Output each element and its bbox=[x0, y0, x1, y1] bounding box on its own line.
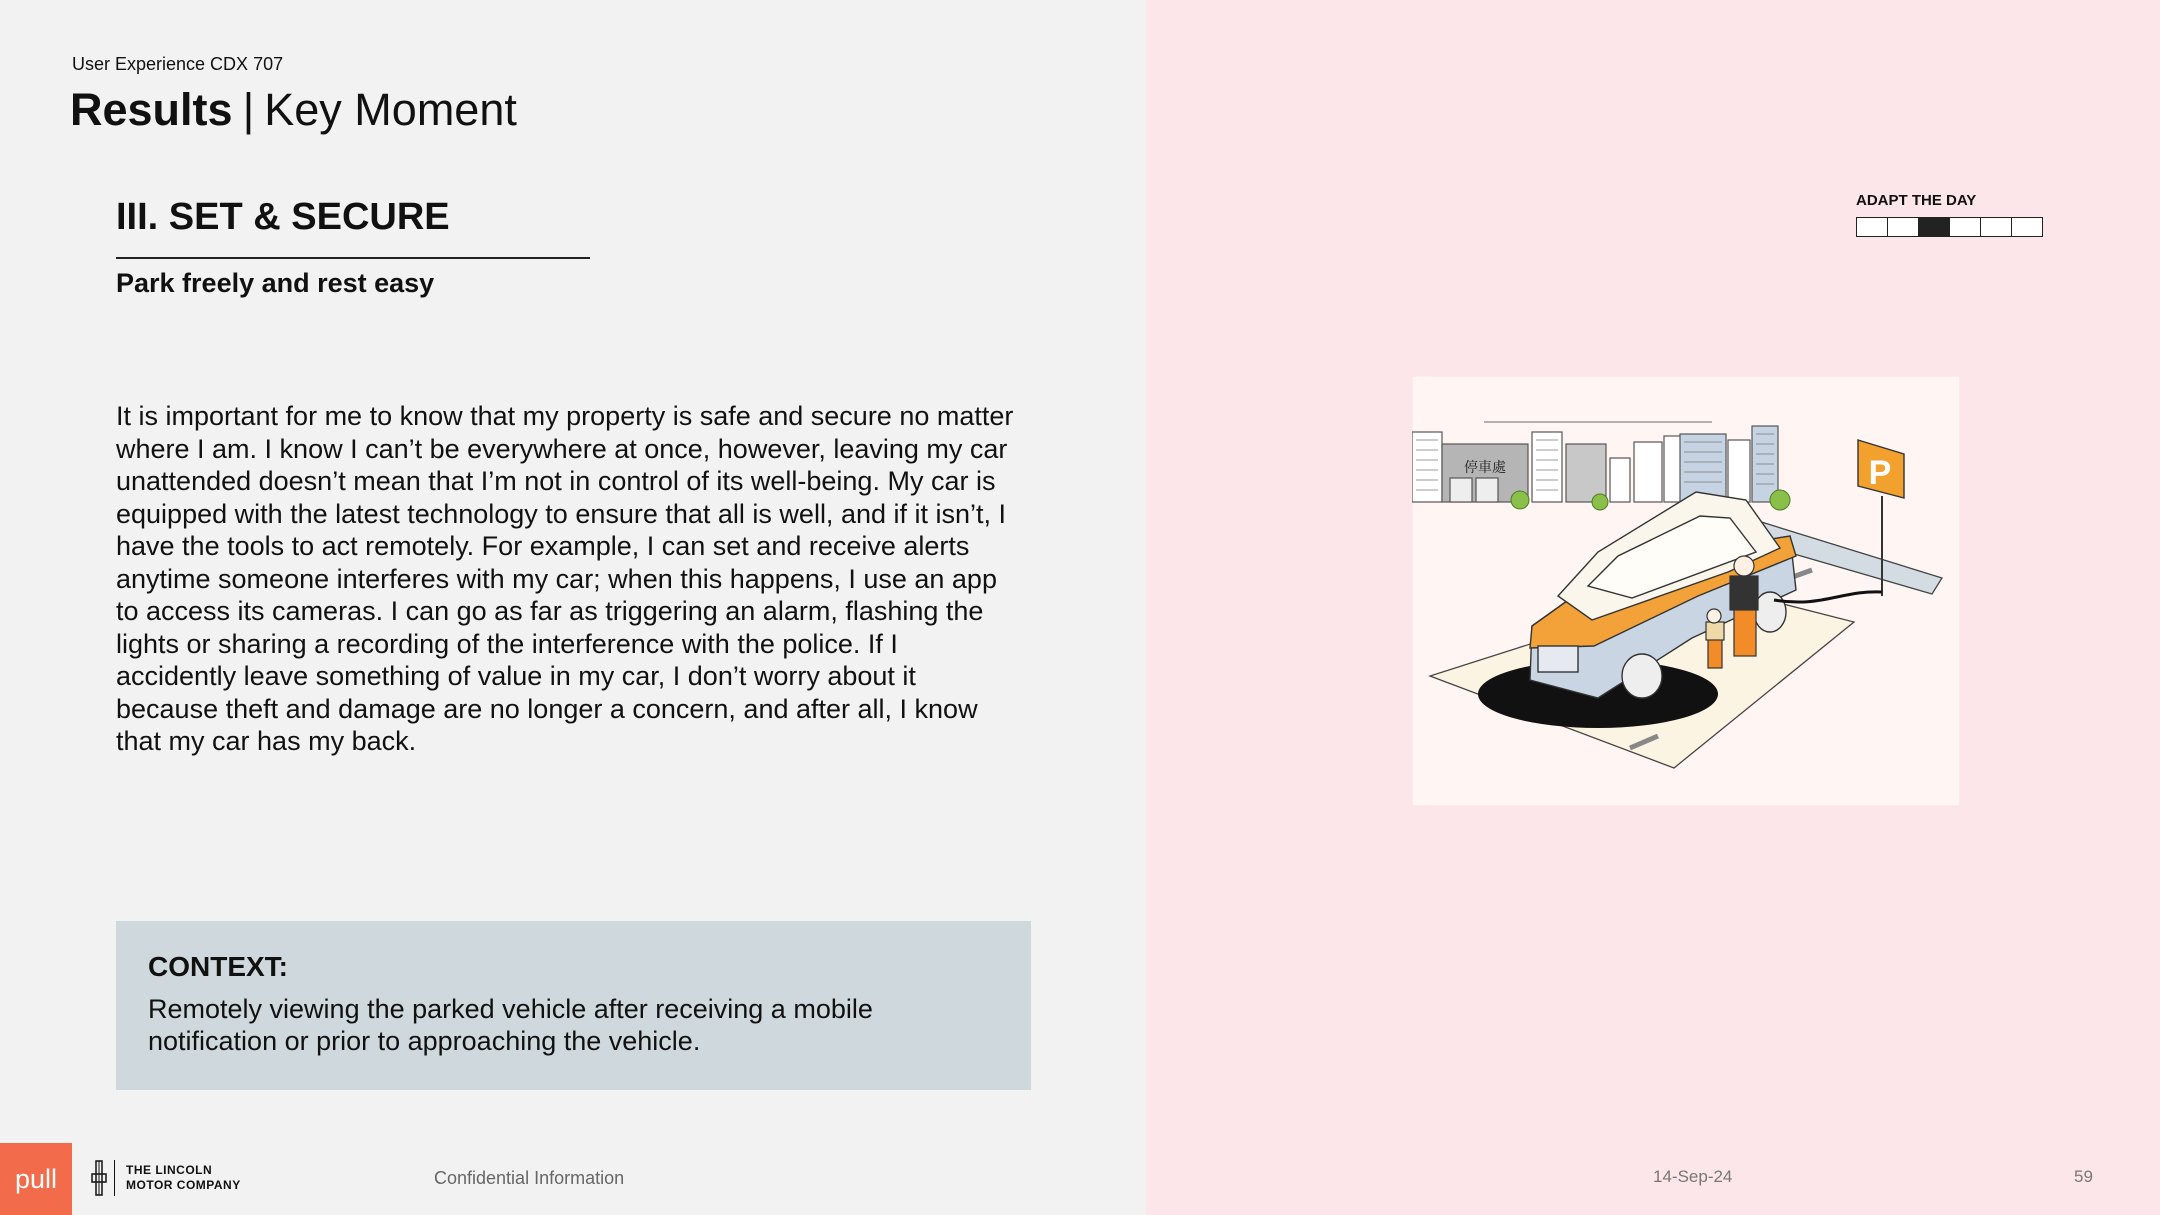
context-box bbox=[116, 921, 1031, 1090]
section-divider bbox=[116, 257, 590, 259]
lincoln-star-icon bbox=[91, 1160, 107, 1196]
progress-segment bbox=[1857, 218, 1888, 236]
company-line-2: MOTOR COMPANY bbox=[126, 1178, 241, 1192]
confidential-label: Confidential Information bbox=[434, 1168, 625, 1188]
title-bold: Results bbox=[70, 84, 233, 135]
company-line-1: THE LINCOLN bbox=[126, 1163, 213, 1177]
context-label: CONTEXT: bbox=[148, 951, 288, 982]
section-subtitle: Park freely and rest easy bbox=[116, 268, 435, 298]
title-rest: Key Moment bbox=[264, 84, 517, 135]
context-text: Remotely viewing the parked vehicle after receiving a mobile notification or prior to approaching the vehicle. bbox=[148, 994, 873, 1056]
page-number: 59 bbox=[2074, 1167, 2093, 1186]
progress-segment bbox=[2012, 218, 2042, 236]
parking-sign-letter: P bbox=[1868, 454, 1892, 492]
adapt-label: ADAPT THE DAY bbox=[1856, 192, 1977, 209]
pull-logo: pull bbox=[0, 1143, 72, 1215]
progress-segment bbox=[1950, 218, 1981, 236]
footer-date: 14-Sep-24 bbox=[1653, 1167, 1733, 1186]
parking-building-sign: 停車處 bbox=[1464, 460, 1506, 476]
lincoln-divider bbox=[114, 1160, 115, 1196]
title-separator: | bbox=[242, 84, 255, 135]
progress-segment bbox=[1888, 218, 1919, 236]
course-label: User Experience CDX 707 bbox=[72, 54, 284, 74]
body-paragraph: It is important for me to know that my property is safe and secure no matter where I am. I know I can’t be everywhere at once, however, leaving my car unattended doesn’t mean that I’m not in control of its well-being. My car is equipped with the latest technology to ensure that all is well, and if it isn’t, I have the tools to act remotely. For example, I can set and receive alerts anytime someone interferes with my car; when this happens, I use an app to access its cameras. I can go as far as triggering an alarm, flashing the lights or sharing a recording of the interference with the police. If I accidently leave something of value in my car, I don’t worry about it because theft and damage are no longer a concern, and after all, I know that my car has my back. bbox=[116, 401, 1014, 756]
parking-illustration bbox=[1412, 376, 1960, 806]
page-title bbox=[70, 84, 517, 136]
section-heading: III. SET & SECURE bbox=[116, 196, 450, 238]
progress-segment bbox=[1981, 218, 2012, 236]
adapt-progress bbox=[1856, 217, 2043, 237]
company-name bbox=[126, 1163, 241, 1193]
progress-segment bbox=[1919, 218, 1950, 236]
